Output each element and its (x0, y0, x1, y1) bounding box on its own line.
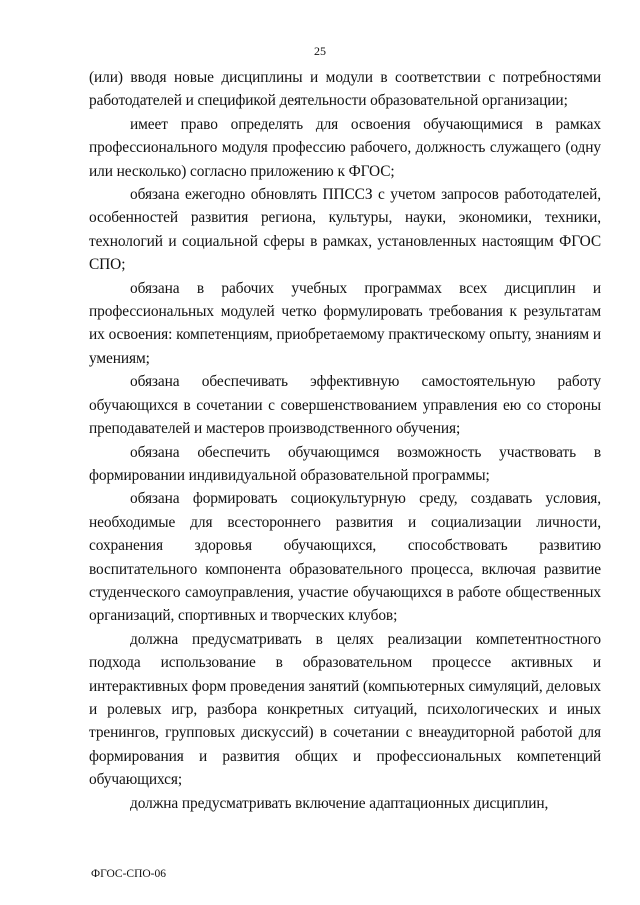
document-body (89, 66, 601, 815)
footer-document-code: ФГОС-СПО-06 (91, 868, 167, 880)
paragraph-update-ppssz: обязана ежегодно обновлять ППССЗ с учетом запросов работодателей, особенностей развития региона, культуры, науки, экономики, техники, технологий и социальной сферы в рамках, установленных настоящим ФГОС СПО; (89, 186, 601, 274)
paragraph-interactive-forms: должна предусматривать в целях реализации компетентностного подхода использование в образовательном процессе активных и интерактивных форм проведения занятий (компьютерных симуляций, деловых и ролевых игр, разбора конкретных ситуаций, психологических и иных тренингов, групповых дискуссий) в сочетании с внеаудиторной работой для формирования и развития общих и профессиональных компетенций обучающихся; (89, 630, 601, 789)
paragraph-program-requirements: обязана в рабочих учебных программах всех дисциплин и профессиональных модулей четко формулировать требования к результатам их освоения: компетенциям, приобретаемому практическому опыту, знаниям и умениям; (89, 279, 601, 367)
paragraph-continuation: (или) вводя новые дисциплины и модули в соответствии с потребностями работодателей и спецификой деятельности образовательной организации; (89, 69, 601, 110)
paragraph-individual-program: обязана обеспечить обучающимся возможность участвовать в формировании индивидуальной образовательной программы; (89, 443, 601, 484)
paragraph-sociocultural-environment: обязана формировать социокультурную среду, создавать условия, необходимые для всестороннего развития и социализации личности, сохранения здоровья обучающихся, способствовать развитию воспитательного компонента образовательного процесса, включая развитие студенческого самоуправления, участие обучающихся в работе общественных организаций, спортивных и творческих клубов; (89, 490, 601, 625)
page-number: 25 (314, 44, 326, 58)
paragraph-adaptation-disciplines: должна предусматривать включение адаптационных дисциплин, (130, 794, 549, 812)
paragraph-right-profession: имеет право определять для освоения обучающимися в рамках профессионального модуля профессию рабочего, должность служащего (одну или несколько) согласно приложению к ФГОС; (89, 115, 601, 180)
paragraph-independent-work: обязана обеспечивать эффективную самостоятельную работу обучающихся в сочетании с совершенствованием управления ею со стороны преподавателей и мастеров производственного обучения; (89, 373, 601, 438)
